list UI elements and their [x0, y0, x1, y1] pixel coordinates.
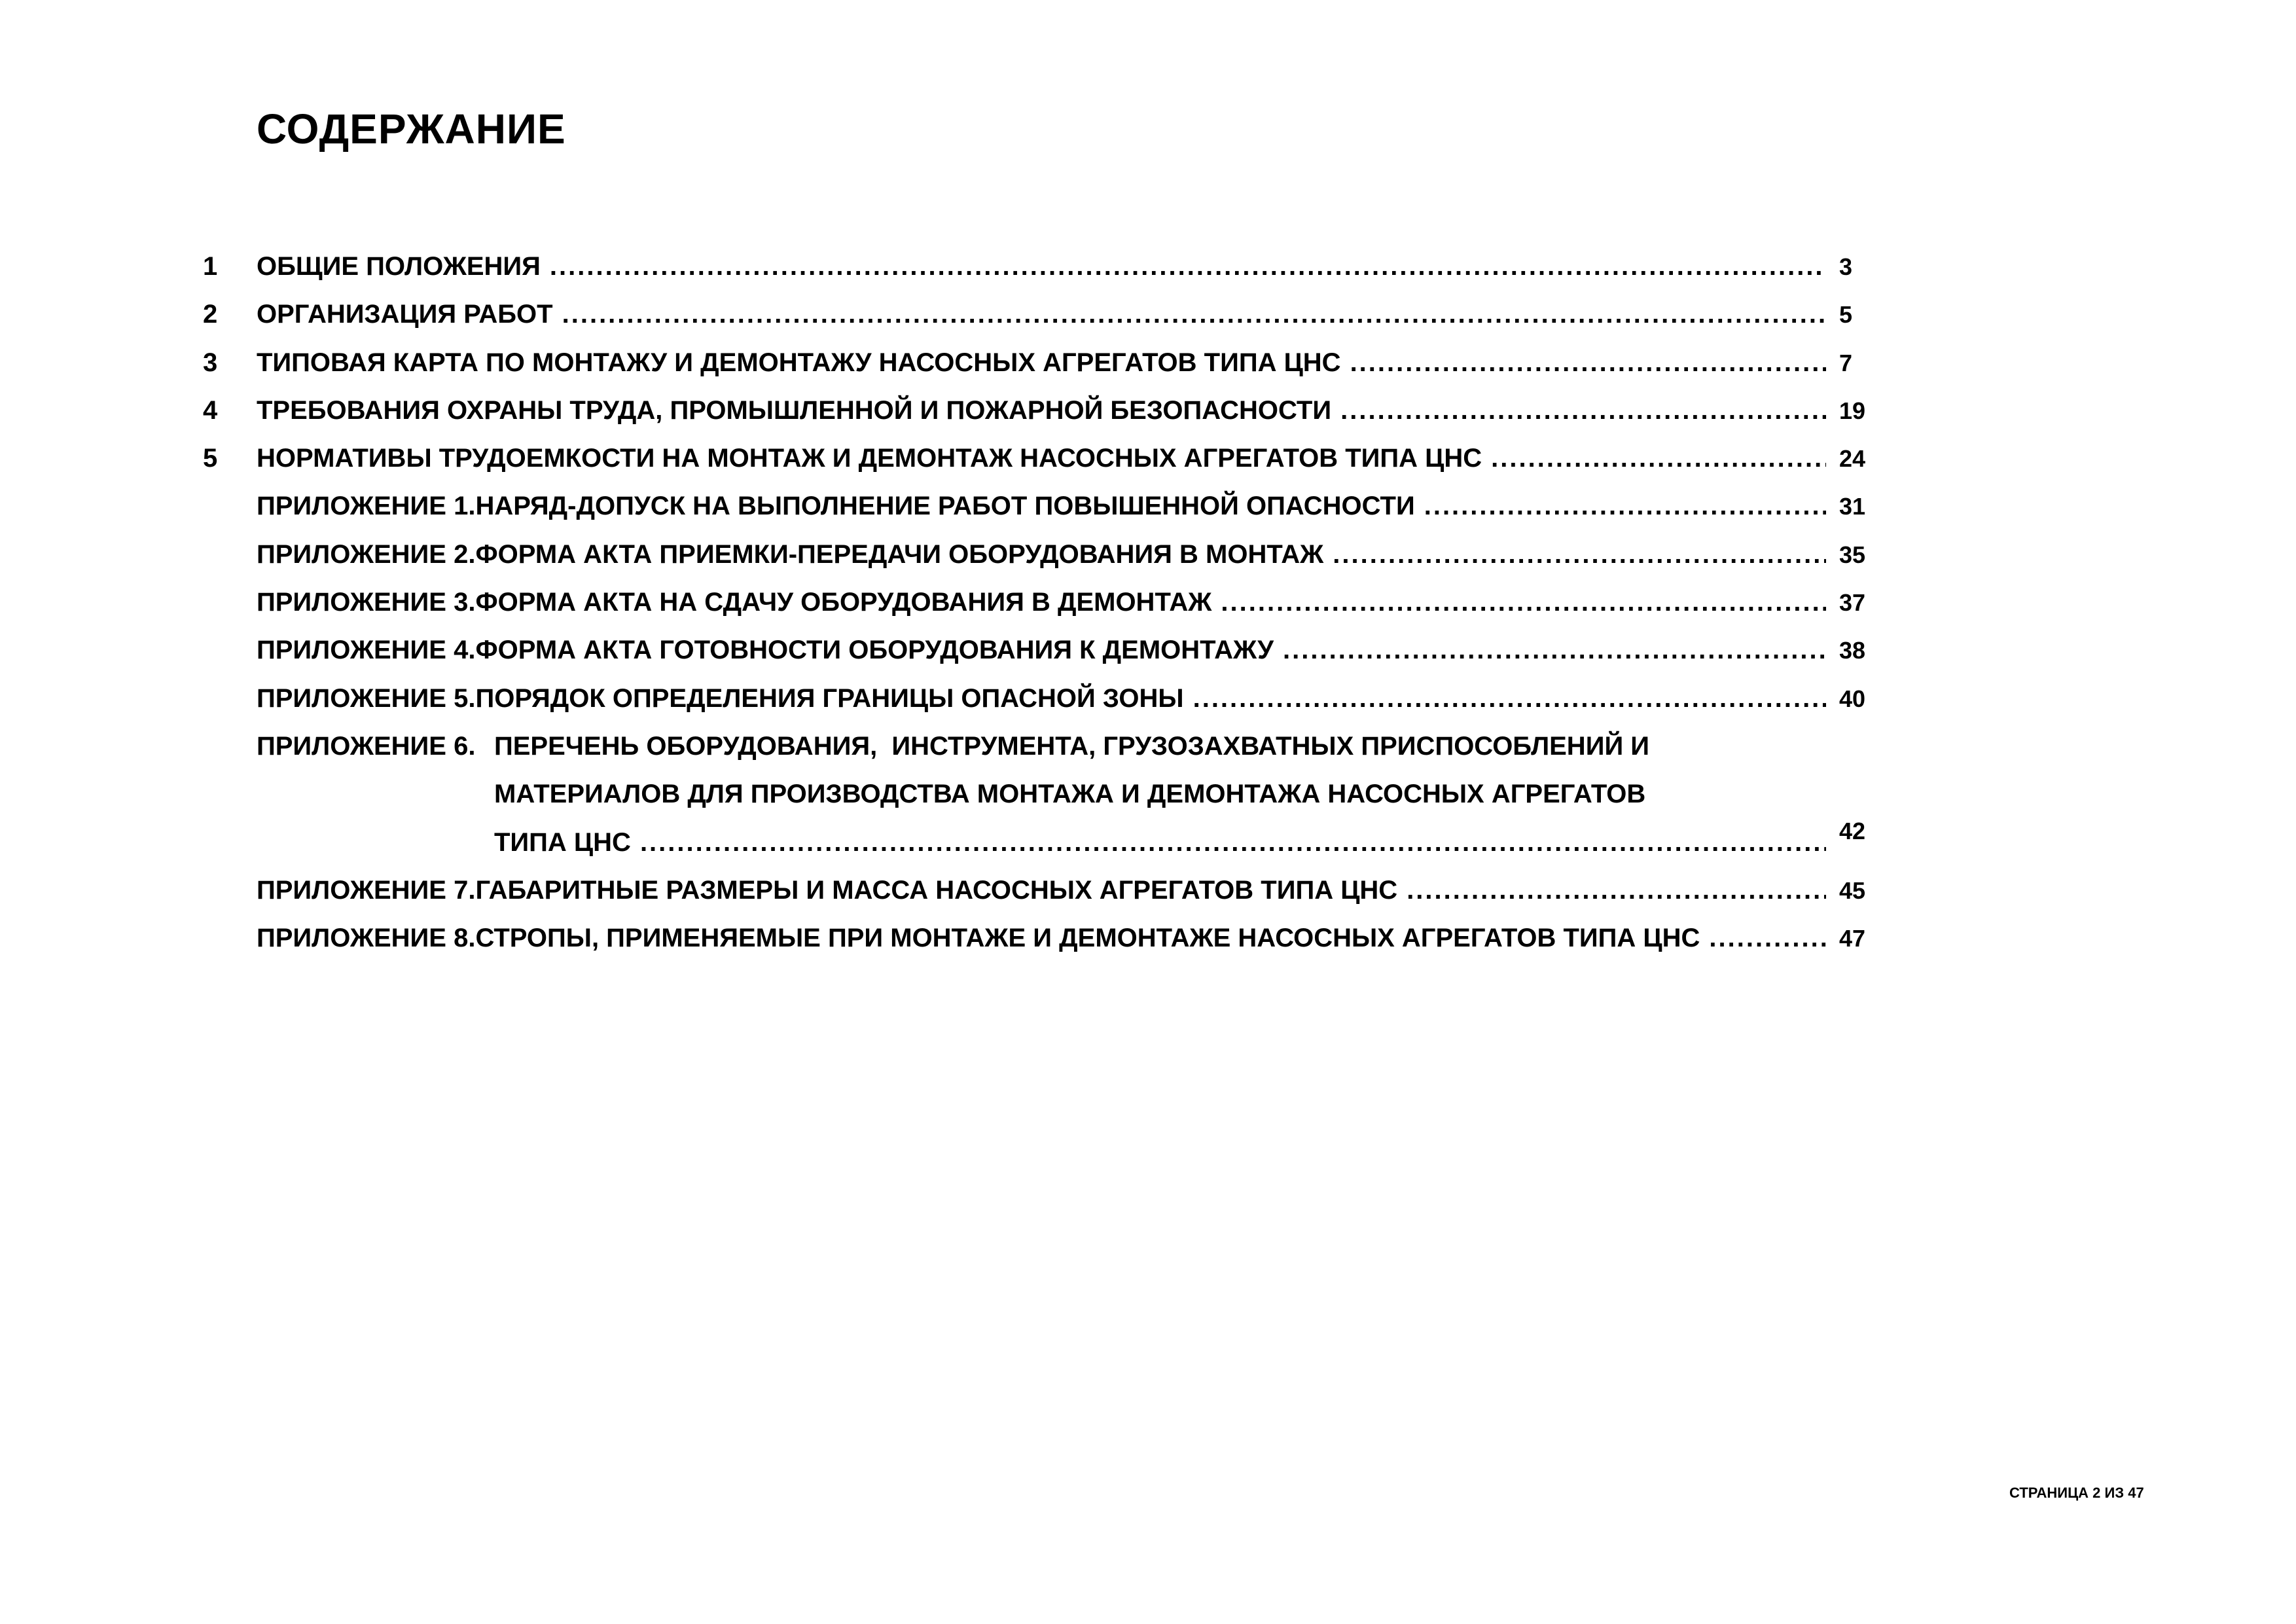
toc-entry-number: 1 — [203, 252, 218, 281]
appendix-prefix: ПРИЛОЖЕНИЕ 7. — [257, 875, 476, 905]
dot-leader — [1350, 348, 1826, 378]
toc-entry-number: 5 — [203, 444, 218, 473]
toc-entry-page: 47 — [1839, 925, 1866, 952]
dot-leader — [1193, 684, 1826, 713]
toc-appendix-8[interactable] — [203, 924, 1878, 971]
toc-appendix-7[interactable] — [203, 876, 1878, 924]
toc-entry-page: 19 — [1839, 397, 1866, 424]
toc-entry-number: 4 — [203, 395, 218, 425]
dot-leader — [1407, 876, 1826, 905]
toc-entry-label: ТРЕБОВАНИЯ ОХРАНЫ ТРУДА, ПРОМЫШЛЕННОЙ И ПОЖАРНОЙ БЕЗОПАСНОСТИ — [257, 395, 1332, 425]
toc-appendix-2[interactable] — [203, 540, 1878, 588]
appendix-prefix: ПРИЛОЖЕНИЕ 5. — [257, 683, 476, 713]
toc-entry-page: 40 — [1839, 685, 1866, 712]
toc-entry-label: СТРОПЫ, ПРИМЕНЯЕМЫЕ ПРИ МОНТАЖЕ И ДЕМОНТАЖЕ НАСОСНЫХ АГРЕГАТОВ ТИПА ЦНС — [475, 924, 1700, 953]
toc-entry-label-line-1: ПЕРЕЧЕНЬ ОБОРУДОВАНИЯ, ИНСТРУМЕНТА, ГРУЗОЗАХВАТНЫХ ПРИСПОСОБЛЕНИЙ И — [494, 731, 1650, 761]
appendix-prefix: ПРИЛОЖЕНИЕ 3. — [257, 588, 476, 617]
toc-entry-label-line-2: МАТЕРИАЛОВ ДЛЯ ПРОИЗВОДСТВА МОНТАЖА И ДЕМОНТАЖА НАСОСНЫХ АГРЕГАТОВ — [494, 780, 1646, 809]
toc-entry-label-line-3: ТИПА ЦНС — [494, 827, 631, 857]
toc-entry-label: ГАБАРИТНЫЕ РАЗМЕРЫ И МАССА НАСОСНЫХ АГРЕГАТОВ ТИПА ЦНС — [475, 875, 1398, 905]
toc-entry-page: 5 — [1839, 301, 1853, 329]
page-title: СОДЕРЖАНИЕ — [257, 105, 566, 153]
toc-entry-page: 38 — [1839, 637, 1866, 664]
dot-leader — [1333, 540, 1826, 569]
toc-entry-page: 45 — [1839, 876, 1866, 904]
dot-leader — [1283, 636, 1826, 665]
toc-entry-5[interactable] — [203, 444, 1878, 492]
toc-entry-page: 37 — [1839, 589, 1866, 617]
dot-leader — [550, 252, 1826, 281]
appendix-prefix: ПРИЛОЖЕНИЕ 8. — [257, 924, 476, 953]
dot-leader — [1424, 492, 1826, 521]
appendix-prefix: ПРИЛОЖЕНИЕ 4. — [257, 636, 476, 665]
toc-appendix-1[interactable] — [203, 492, 1878, 539]
dot-leader — [1709, 924, 1826, 953]
toc-appendix-4[interactable] — [203, 636, 1878, 683]
toc-entry-page: 7 — [1839, 349, 1853, 376]
dot-leader — [640, 828, 1826, 857]
appendix-prefix: ПРИЛОЖЕНИЕ 2. — [257, 539, 476, 569]
toc-entry-label: ФОРМА АКТА НА СДАЧУ ОБОРУДОВАНИЯ В ДЕМОНТАЖ — [475, 588, 1212, 617]
table-of-contents — [203, 252, 1878, 971]
toc-entry-4[interactable] — [203, 396, 1878, 444]
toc-entry-number: 2 — [203, 300, 218, 329]
toc-appendix-5[interactable] — [203, 684, 1878, 732]
toc-appendix-6[interactable] — [203, 732, 1878, 876]
toc-entry-2[interactable] — [203, 300, 1878, 348]
dot-leader — [1221, 588, 1826, 617]
dot-leader — [1491, 444, 1826, 473]
toc-entry-number: 3 — [203, 348, 218, 377]
toc-entry-label: ФОРМА АКТА ГОТОВНОСТИ ОБОРУДОВАНИЯ К ДЕМОНТАЖУ — [475, 636, 1274, 665]
toc-entry-3[interactable] — [203, 348, 1878, 396]
toc-entry-label: ФОРМА АКТА ПРИЕМКИ-ПЕРЕДАЧИ ОБОРУДОВАНИЯ В МОНТАЖ — [475, 539, 1324, 569]
toc-entry-page: 42 — [1839, 817, 1866, 844]
toc-entry-label: ОБЩИЕ ПОЛОЖЕНИЯ — [257, 252, 541, 281]
appendix-prefix: ПРИЛОЖЕНИЕ 6. — [257, 731, 476, 761]
toc-entry-label: НАРЯД-ДОПУСК НА ВЫПОЛНЕНИЕ РАБОТ ПОВЫШЕННОЙ ОПАСНОСТИ — [475, 492, 1415, 521]
toc-entry-label: ПОРЯДОК ОПРЕДЕЛЕНИЯ ГРАНИЦЫ ОПАСНОЙ ЗОНЫ — [475, 683, 1184, 713]
toc-appendix-3[interactable] — [203, 588, 1878, 636]
dot-leader — [562, 300, 1826, 329]
dot-leader — [1340, 396, 1826, 425]
toc-entry-page: 35 — [1839, 541, 1866, 568]
toc-entry-page: 31 — [1839, 493, 1866, 520]
page-number-footer: СТРАНИЦА 2 ИЗ 47 — [2009, 1485, 2144, 1501]
toc-entry-1[interactable] — [203, 252, 1878, 300]
toc-entry-page: 24 — [1839, 445, 1866, 473]
appendix-prefix: ПРИЛОЖЕНИЕ 1. — [257, 492, 476, 521]
toc-entry-label: НОРМАТИВЫ ТРУДОЕМКОСТИ НА МОНТАЖ И ДЕМОНТАЖ НАСОСНЫХ АГРЕГАТОВ ТИПА ЦНС — [257, 444, 1482, 473]
toc-entry-label: ОРГАНИЗАЦИЯ РАБОТ — [257, 300, 553, 329]
toc-entry-label: ТИПОВАЯ КАРТА ПО МОНТАЖУ И ДЕМОНТАЖУ НАСОСНЫХ АГРЕГАТОВ ТИПА ЦНС — [257, 348, 1341, 377]
toc-entry-page: 3 — [1839, 253, 1853, 280]
